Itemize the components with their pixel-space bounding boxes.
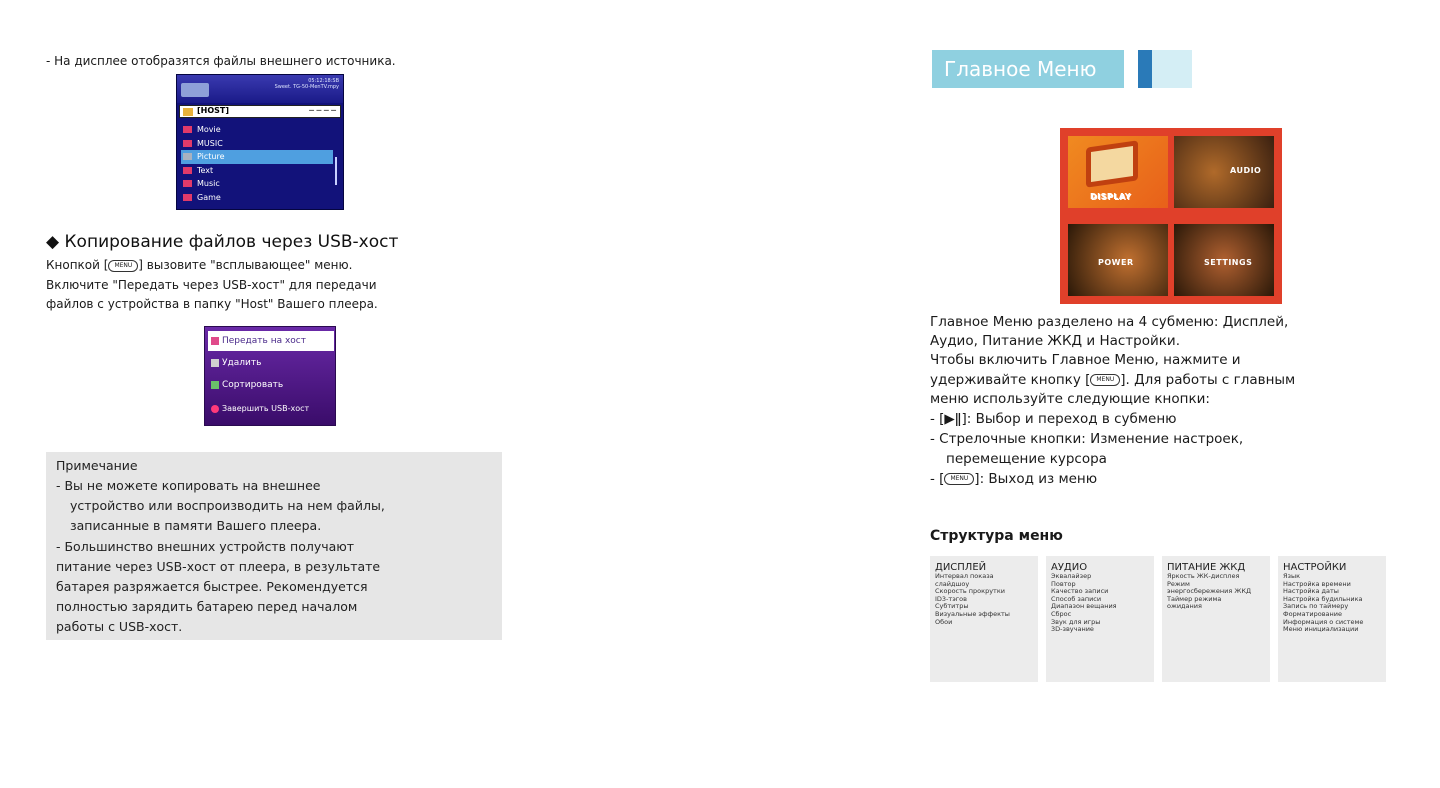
- host-folder-row: [179, 105, 341, 118]
- column-item: Яркость ЖК-дисплея: [1167, 572, 1240, 580]
- column-item: Эквалайзер: [1051, 572, 1092, 580]
- structure-title: Структура меню: [930, 528, 1063, 544]
- note-line: полностью зарядить батарею перед началом: [56, 599, 358, 614]
- desc-line: Главное Меню разделено на 4 субменю: Дисплей,: [930, 314, 1289, 330]
- column-item: Форматирование: [1283, 609, 1342, 618]
- column-item: Сброс: [1051, 609, 1072, 618]
- desc-line: - Стрелочные кнопки: Изменение настроек,: [930, 431, 1244, 447]
- screen-status: [275, 78, 339, 90]
- desc-text-part: удерживайте кнопку [: [930, 372, 1091, 388]
- file-list: [181, 123, 333, 204]
- column-header: ПИТАНИЕ ЖКД: [1167, 562, 1246, 573]
- settings-tile: [1174, 224, 1274, 296]
- column-item: Настройка даты: [1283, 587, 1339, 596]
- desc-line: [930, 471, 1097, 487]
- intro-text: - На дисплее отобразятся файлы внешнего источника.: [46, 54, 396, 68]
- structure-column-settings: [1278, 556, 1386, 682]
- desc-text-part: ]. Для работы с главным: [1120, 372, 1296, 388]
- column-item: Режим: [1167, 579, 1190, 588]
- copy-text-line: Включите "Передать через USB-хост" для передачи: [46, 278, 377, 292]
- tile-label: AUDIO: [1230, 166, 1262, 175]
- folder-icon: [183, 153, 192, 160]
- folder-icon: [181, 83, 209, 97]
- desc-text-part: - [: [930, 471, 945, 487]
- desc-line: [930, 372, 1295, 388]
- file-list-item: [181, 191, 333, 205]
- copy-text-part: Кнопкой [: [46, 258, 109, 272]
- copy-text-line: файлов с устройства в папку "Host" Вашего плеера.: [46, 297, 378, 311]
- popup-item-sort: [208, 375, 334, 395]
- desc-line: Аудио, Питание ЖКД и Настройки.: [930, 333, 1180, 349]
- note-line: - Большинство внешних устройств получают: [56, 539, 355, 554]
- note-line: работы с USB-хост.: [56, 619, 183, 634]
- popup-item-transfer: [208, 331, 334, 351]
- folder-icon: [183, 167, 192, 174]
- popup-item-label: Завершить USB-хост: [222, 404, 310, 413]
- popup-menu-screenshot: [204, 326, 336, 426]
- copy-text-line: [46, 258, 352, 272]
- column-item: Меню инициализации: [1283, 625, 1359, 634]
- scrollbar: [335, 157, 337, 185]
- note-line: - Вы не можете копировать на внешнее: [56, 478, 321, 493]
- status-time: 05:12:18:SB: [308, 78, 339, 84]
- file-name: Picture: [197, 152, 225, 161]
- column-header: ДИСПЛЕЙ: [935, 562, 987, 573]
- column-item: Способ записи: [1051, 594, 1102, 603]
- tile-label: POWER: [1098, 258, 1134, 267]
- file-list-item-selected: [181, 150, 333, 164]
- desc-line: перемещение курсора: [946, 451, 1107, 467]
- folder-icon: [183, 108, 193, 116]
- file-name: Music: [197, 179, 220, 188]
- popup-item-exit-usb: [208, 399, 334, 419]
- main-menu-image: [1060, 128, 1282, 304]
- folder-icon: [183, 180, 192, 187]
- tile-label: DISPLAY: [1090, 192, 1132, 201]
- host-label: [HOST]: [197, 106, 230, 115]
- file-name: Text: [197, 165, 214, 175]
- popup-item-label: Сортировать: [222, 380, 284, 390]
- external-files-screenshot: [176, 74, 344, 210]
- file-name: MUSIC: [197, 138, 223, 148]
- file-list-item: [181, 123, 333, 137]
- column-item: Качество записи: [1051, 587, 1109, 596]
- column-item: Визуальные эффекты: [935, 609, 1010, 618]
- column-item: Язык: [1283, 572, 1301, 580]
- column-item: Интервал показа: [935, 572, 994, 580]
- file-name: Movie: [197, 125, 221, 134]
- menu-key-icon: MENU: [944, 473, 974, 485]
- menu-key-icon: MENU: [108, 260, 138, 272]
- tile-label: SETTINGS: [1204, 258, 1253, 267]
- folder-icon: [183, 126, 192, 133]
- column-item: Настройка будильника: [1283, 594, 1363, 603]
- folder-icon: [183, 194, 192, 201]
- desc-line: меню используйте следующие кнопки:: [930, 391, 1210, 407]
- desc-line: - [▶ǁ]: Выбор и переход в субменю: [930, 411, 1177, 427]
- copy-heading: ◆ Копирование файлов через USB-хост: [46, 232, 399, 252]
- column-header: АУДИО: [1051, 562, 1088, 573]
- column-item: 3D-звучание: [1051, 625, 1094, 634]
- desc-line: Чтобы включить Главное Меню, нажмите и: [930, 352, 1241, 368]
- audio-tile: [1174, 136, 1274, 208]
- file-list-item: [181, 164, 333, 178]
- column-header: НАСТРОЙКИ: [1283, 562, 1347, 573]
- note-line: записанные в памяти Вашего плеера.: [70, 518, 322, 533]
- column-item: Повтор: [1051, 579, 1076, 588]
- structure-column-display: [930, 556, 1038, 682]
- note-line: питание через USB-хост от плеера, в результате: [56, 559, 381, 574]
- banner-bar-dark: [1138, 50, 1152, 88]
- status-track: Sweet. TG-50-MenTV.mpy: [274, 84, 339, 90]
- menu-key-icon: MENU: [1090, 374, 1120, 386]
- column-item: Запись по таймеру: [1283, 602, 1349, 611]
- note-title: Примечание: [56, 458, 138, 473]
- structure-column-audio: [1046, 556, 1154, 682]
- banner-decoration: [1128, 50, 1192, 88]
- file-name: Game: [197, 192, 221, 202]
- sort-icon: [211, 381, 219, 389]
- transfer-icon: [211, 337, 219, 345]
- file-list-item: [181, 177, 333, 191]
- note-line: устройство или воспроизводить на нем файлы,: [70, 498, 385, 513]
- star-icon: [211, 405, 219, 413]
- power-tile: [1068, 224, 1168, 296]
- column-item: ожидания: [1167, 602, 1202, 611]
- popup-item-delete: [208, 353, 334, 373]
- main-menu-banner: Главное Меню: [932, 50, 1124, 88]
- note-line: батарея разряжается быстрее. Рекомендуется: [56, 579, 368, 594]
- display-tile: [1068, 136, 1168, 208]
- column-item: Обои: [935, 617, 953, 626]
- column-item: слайдшоу: [935, 579, 970, 588]
- desc-text-part: ]: Выход из меню: [974, 471, 1098, 487]
- column-item: энергосбережения ЖКД: [1167, 587, 1252, 596]
- copy-text-part: ] вызовите "всплывающее" меню.: [138, 258, 353, 272]
- delete-icon: [211, 359, 219, 367]
- column-item: Таймер режима: [1167, 594, 1222, 603]
- column-item: ID3-тэгов: [935, 594, 967, 603]
- popup-item-label: Передать на хост: [222, 336, 306, 346]
- popup-item-label: Удалить: [222, 358, 262, 368]
- folder-icon: [183, 140, 192, 147]
- column-item: Настройка времени: [1283, 579, 1351, 588]
- column-item: Звук для игры: [1051, 617, 1101, 626]
- column-item: Диапазон вещания: [1051, 602, 1117, 611]
- note-box: [46, 452, 502, 640]
- column-item: Субтитры: [935, 602, 969, 611]
- monitor-icon: [1086, 140, 1138, 187]
- column-item: Скорость прокрутки: [935, 587, 1005, 596]
- banner-bar-light: [1152, 50, 1192, 88]
- host-dash: ─ ─ ─ ─: [309, 106, 336, 115]
- column-item: Информация о системе: [1283, 617, 1364, 626]
- structure-column-lcd-power: [1162, 556, 1270, 682]
- file-list-item: [181, 137, 333, 151]
